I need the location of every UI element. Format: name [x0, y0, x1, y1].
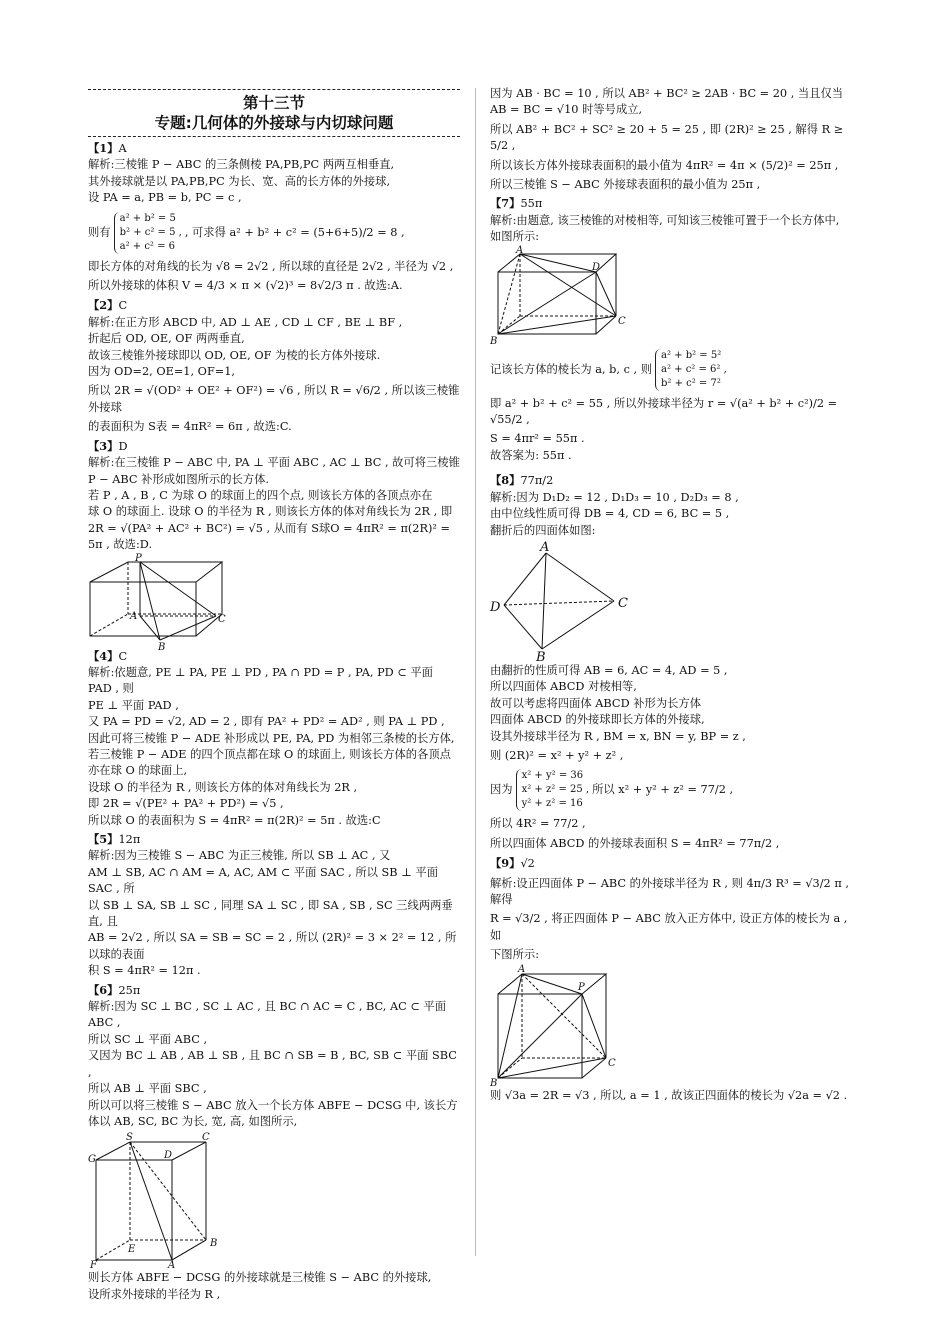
question-7 [490, 195, 862, 464]
q7-line: 如图所示: [490, 230, 539, 244]
q4-answer: C [118, 649, 128, 663]
q4-line: 即 2R = √(PE² + PA² + PD²) = √5 , [88, 797, 284, 811]
q3-answer: D [118, 439, 128, 453]
question-6 [88, 982, 460, 1303]
q8-tetrahedron-figure [490, 539, 640, 665]
q4-line: PE ⊥ 平面 PAD , [88, 698, 179, 712]
q2-line: 折起后 OD, OE, OF 两两垂直, [88, 332, 245, 346]
q6-line: 所以可以将三棱锥 S − ABC 放入一个长方体 ABFE − DCSG 中, 该长方 [88, 1098, 458, 1112]
q6-line: 所以 SC ⊥ 平面 ABC , [88, 1032, 208, 1046]
label-D: D [164, 1150, 173, 1162]
q3-number: 【3】 [88, 438, 119, 453]
label-A: A [516, 244, 524, 256]
q8-line: 设其外接球半径为 R , BM = x, BN = y, BP = z , [490, 729, 746, 743]
label-A: A [130, 610, 138, 622]
label-A: A [518, 963, 526, 975]
q5-line: 解析:因为三棱锥 S − ABC 为正三棱锥, 所以 SB ⊥ AC , 又 [88, 849, 391, 863]
title-dashed-rule [88, 136, 460, 137]
q7-cuboid-figure [490, 244, 630, 347]
label-C: C [618, 315, 626, 327]
q9-line: 则 √3a = 2R = √3 , 所以, a = 1 , 故该正四面体的棱长为 √2a = √2 . [490, 1088, 848, 1102]
label-F: F [90, 1260, 97, 1272]
label-C: C [218, 613, 226, 625]
q1-line: 其外接球就是以 PA,PB,PC 为长、宽、高的长方体的外接球, [88, 174, 391, 188]
q9-number: 【9】 [490, 856, 521, 871]
label-B: B [210, 1238, 218, 1250]
label-B: B [490, 335, 498, 347]
q8-line: 所以四面体 ABCD 对棱相等, [490, 680, 637, 694]
q1-line: 设 PA = a, PB = b, PC = c , [88, 191, 242, 205]
q8-line: 则 (2R)² = x² + y² + z² , [490, 748, 624, 762]
label-B: B [490, 1077, 498, 1089]
q6-line: 则长方体 ABFE − DCSG 的外接球就是三棱锥 S − ABC 的外接球, [88, 1271, 432, 1285]
q3-cuboid-figure [88, 552, 238, 653]
q8-answer: 77π/2 [520, 474, 554, 488]
q8-equation-system: x² + y² = 36 x² + z² = 25 , y² + z² = 16 [516, 769, 589, 811]
q2-line: 解析:在正方形 ABCD 中, AD ⊥ AE , CD ⊥ CF , BE ⊥ BF , [88, 315, 403, 329]
question-9 [490, 855, 862, 1104]
q6c-line: 因为 AB · BC = 10 , 所以 AB² + BC² ≥ 2AB · BC = 20 , 当且仅当 [490, 87, 844, 100]
q9-cube-figure [490, 963, 630, 1089]
label-C: C [618, 595, 628, 611]
label-C: C [202, 1132, 210, 1144]
label-B: B [158, 641, 166, 653]
q6-line: 设所求外接球的半径为 R , [88, 1287, 221, 1301]
question-4 [88, 648, 460, 829]
q6c-line: AB = BC = √10 时等号成立, [490, 103, 643, 117]
q8-number: 【8】 [490, 473, 521, 488]
q7-system-row: 记该长方体的棱长为 a, b, c , 则 a² + b² = 5² a² + c² = 6² , b² + c² = 7² [490, 349, 727, 389]
q6-line: 所以 AB ⊥ 平面 SBC , [88, 1082, 207, 1096]
question-2 [88, 297, 460, 435]
q7-line: 即 a² + b² + c² = 55 , 所以外接球半径为 r = √(a² + b² + c²)/2 = √55/2 , [490, 396, 838, 427]
q6-line: 解析:因为 SC ⊥ BC , SC ⊥ AC , 且 BC ∩ AC = C , BC, AC ⊂ 平面 ABC , [88, 1000, 446, 1030]
q5-answer: 12π [118, 833, 141, 846]
question-1 [88, 140, 460, 294]
q4-line: 亦在球 O 的球面上, [88, 764, 188, 778]
q8-line: 所以 4R² = 77/2 , [490, 817, 586, 831]
q4-line: 若三棱锥 P − ADE 的四个顶点都在球 O 的球面上, 则该长方体的各顶点 [88, 747, 451, 761]
q4-line: 因此可将三棱锥 P − ADE 补形成以 PE, PA, PD 为相邻三条棱的长方体, [88, 731, 455, 745]
q1-line: 即长方体的对角线的长为 √8 = 2√2 , 所以球的直径是 2√2 , 半径为 √2 , [88, 259, 454, 273]
q1-equation-system: a² + b² = 5 b² + c² = 5 , a² + c² = 6 [114, 212, 182, 254]
q9-line: R = √3/2 , 将正四面体 P − ABC 放入正方体中, 设正方体的棱长为 a , 如 [490, 912, 848, 942]
q8-line: 解析:因为 D₁D₂ = 12 , D₁D₃ = 10 , D₂D₃ = 8 , [490, 490, 739, 504]
q3-line: P − ABC 补形成如图所示的长方体. [88, 472, 270, 486]
q3-line: 解析:在三棱锥 P − ABC 中, PA ⊥ 平面 ABC , AC ⊥ BC , 故可将三棱锥 [88, 456, 460, 470]
q7-line: 故答案为: 55π . [490, 448, 572, 462]
label-B: B [536, 649, 546, 665]
q2-number: 【2】 [88, 298, 119, 313]
question-6-continued [490, 86, 862, 193]
q6-cuboid-figure [88, 1132, 228, 1272]
q9-answer: √2 [520, 857, 535, 871]
label-P: P [578, 981, 585, 993]
q5-line: 以 SB ⊥ SA, SB ⊥ SC , 同理 SA ⊥ SC , 即 SA , SB , SC 三线两两垂直, 且 [88, 898, 453, 929]
right-column [490, 86, 862, 1104]
q4-line: 所以球 O 的表面积为 S = 4πR² = π(2R)² = 5π . 故选:C [88, 813, 381, 827]
q5-line: AM ⊥ SB, AC ∩ AM = A, AC, AM ⊂ 平面 SAC , 所以 SB ⊥ 平面 SAC , 所 [88, 865, 438, 896]
q2-answer: C [118, 299, 128, 313]
question-5 [88, 831, 460, 980]
q8-line: 翻折后的四面体如图: [490, 523, 596, 537]
label-P: P [135, 552, 142, 564]
q6-line: 又因为 BC ⊥ AB , AB ⊥ SB , 且 BC ∩ SB = B , BC, SB ⊂ 平面 SBC , [88, 1049, 457, 1079]
question-3 [88, 438, 460, 653]
q2-line: 的表面积为 S表 = 4πR² = 6π , 故选:C. [88, 420, 292, 434]
column-divider [475, 88, 476, 1256]
question-8 [490, 472, 862, 852]
q8-line: 故可以考虑将四面体 ABCD 补形为长方体 [490, 696, 702, 710]
q6-number: 【6】 [88, 982, 119, 997]
q4-line: 设球 O 的半径为 R , 则该长方体的体对角线长为 2R , [88, 780, 358, 794]
label-D: D [592, 261, 601, 273]
q1-number: 【1】 [88, 141, 119, 155]
q5-line: 积 S = 4πR² = 12π . [88, 964, 201, 978]
q5-number: 【5】 [88, 832, 119, 846]
q3-line: 若 P , A , B , C 为球 O 的球面上的四个点, 则该长方体的各顶点亦在 [88, 488, 433, 502]
q2-line: 所以 2R = √(OD² + OE² + OF²) = √6 , 所以 R = √6/2 , 所以该三棱锥外接球 [88, 384, 460, 414]
q5-line: AB = 2√2 , 所以 SA = SB = SC = 2 , 所以 (2R)² = 3 × 2² = 12 , 所以球的表面 [88, 931, 457, 961]
q7-equation-system: a² + b² = 5² a² + c² = 6² , b² + c² = 7² [655, 349, 727, 391]
topic-title: 专题:几何体的外接球与内切球问题 [154, 114, 394, 132]
q6c-line: 所以三棱锥 S − ABC 外接球表面积的最小值为 25π , [490, 178, 761, 192]
q4-line: 解析:依题意, PE ⊥ PA, PE ⊥ PD , PA ∩ PD = P , PA, PD ⊂ 平面 PAD , 则 [88, 665, 433, 696]
q4-line: 又 PA = PD = √2, AD = 2 , 即有 PA² + PD² = AD² , 则 PA ⊥ PD , [88, 715, 445, 729]
q7-line: S = 4πr² = 55π . [490, 432, 585, 446]
q1-line: 解析:三棱锥 P − ABC 的三条侧棱 PA,PB,PC 两两互相垂直, [88, 158, 395, 172]
q8-line: 所以四面体 ABCD 的外接球表面积 S = 4πR² = 77π/2 , [490, 836, 780, 850]
q3-line: 2R = √(PA² + AC² + BC²) = √5 , 从而有 S球O = 4πR² = π(2R)² = 5π , 故选:D. [88, 521, 450, 552]
q1-answer: A [118, 142, 127, 155]
label-A: A [168, 1260, 176, 1272]
q1-line: 所以外接球的体积 V = 4/3 × π × (√2)³ = 8√2/3 π . 故选:A. [88, 279, 403, 293]
label-S: S [126, 1132, 133, 1144]
q6c-line: 所以 AB² + BC² + SC² ≥ 20 + 5 = 25 , 即 (2R)² ≥ 25 , 解得 R ≥ 5/2 , [490, 122, 844, 153]
q8-line: 四面体 ABCD 的外接球即长方体的外接球, [490, 713, 705, 727]
q7-number: 【7】 [490, 196, 521, 211]
label-E: E [128, 1244, 136, 1256]
label-A: A [540, 539, 550, 555]
label-D: D [490, 599, 501, 615]
q6c-line: 所以该长方体外接球表面积的最小值为 4πR² = 4π × (5/2)² = 25π , [490, 158, 839, 172]
q8-system-row: 因为 x² + y² = 36 x² + z² = 25 , y² + z² = 16 所以 x² + y² + z² = 77/2 , [490, 770, 734, 810]
q3-line: 球 O 的球面上. 设球 O 的半径为 R , 则该长方体的体对角线长为 2R , 即 [88, 505, 453, 519]
q8-line: 由中位线性质可得 DB = 4, CD = 6, BC = 5 , [490, 507, 730, 521]
q9-line: 解析:设正四面体 P − ABC 的外接球半径为 R , 则 4π/3 R³ = √3/2 π , 解得 [490, 876, 849, 906]
q8-line: 由翻折的性质可得 AB = 6, AC = 4, AD = 5 , [490, 663, 728, 677]
left-column [88, 86, 460, 1303]
q7-answer: 55π [520, 197, 543, 211]
q7-line: 解析:由题意, 该三棱锥的对棱相等, 可知该三棱锥可置于一个长方体中, [490, 213, 840, 227]
label-C: C [608, 1057, 616, 1069]
q1-system-row: 则有 a² + b² = 5 b² + c² = 5 , a² + c² = 6 , 可求得 a² + b² + c² = (5+6+5)/2 = 8 , [88, 212, 405, 252]
q6-line: 体以 AB, SC, BC 为长, 宽, 高, 如图所示, [88, 1114, 298, 1128]
q6-answer: 25π [118, 983, 141, 997]
q4-number: 【4】 [88, 648, 119, 663]
q2-line: 因为 OD=2, OE=1, OF=1, [88, 365, 236, 379]
q9-line: 下图所示: [490, 948, 539, 962]
q2-line: 故该三棱锥外接球即以 OD, OE, OF 为棱的长方体外接球. [88, 348, 381, 362]
label-G: G [88, 1154, 96, 1166]
top-dashed-rule [88, 89, 460, 90]
section-title: 第十三节 [242, 94, 305, 112]
